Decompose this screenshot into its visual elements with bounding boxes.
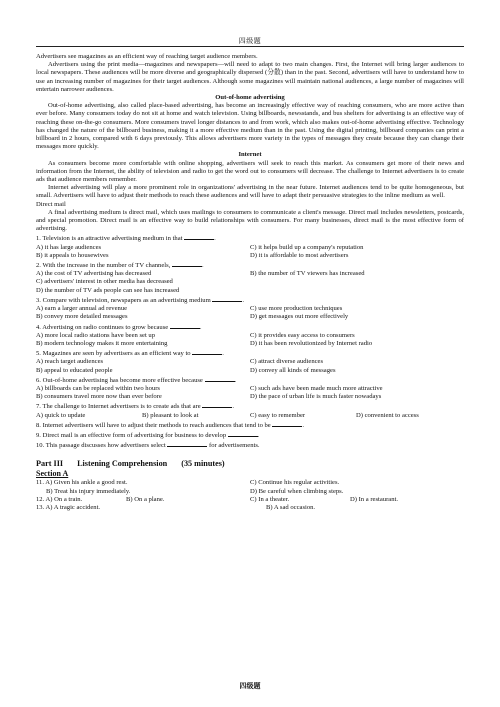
option: C) it provides easy access to consumers xyxy=(250,331,355,339)
paragraph: A final advertising medium is direct mail, which uses mailings to consumers to communicate a client's message. Direct mail includes newsletters, postcards, and special promotion. Direct mail is an effective way to build relationships with consumers. For many businesses, direct mail is the most effective form of advertising. xyxy=(36,208,464,233)
option: D) In a restaurant. xyxy=(350,495,398,503)
option: B) On a plane. xyxy=(126,495,165,503)
header-divider xyxy=(36,46,464,47)
option: B) consumers travel more now than ever before xyxy=(36,393,162,401)
option: A) earn a larger annual ad revenue xyxy=(36,305,128,313)
question-end: . xyxy=(242,296,245,304)
question-stem xyxy=(36,348,464,358)
option: A) it has large audiences xyxy=(36,243,102,251)
option: C) In a theater. xyxy=(250,495,290,503)
paragraph: Out-of-home advertising, also called place-based advertising, has become an increasingly effective way of reaching consumers, who are more active than ever before. Many consumers today do not sit at home and watch television. Using billboards, newsstands, and bus shelters for advertising is an effective way of reaching these on-the-go consumers. More consumers travel longer distances to and from work, which also makes out-of-home advertising effective. Technology has changed the nature of the billboard business, making it a more effective medium than in the past. Using the digital printing, billboard companies can print a billboard in 2 hours, compared with 6 days previously. This allows advertisers more variety in the types of messages they create because they can change their messages more quickly. xyxy=(36,102,464,151)
question-stem xyxy=(36,295,464,305)
question-text: 1. Television is an attractive advertising medium in that xyxy=(36,235,183,243)
option: C) use more production techniques xyxy=(250,305,343,313)
option: D) get messages out more effectively xyxy=(250,313,349,321)
question-text: 8. Internet advertisers will have to adjust their methods to reach audiences that tend to be xyxy=(36,421,271,429)
question-end: . xyxy=(232,403,234,411)
options-row xyxy=(36,488,464,496)
option: D) convenient to access xyxy=(356,411,419,419)
option: A) billboards can be replaced within two hours xyxy=(36,384,160,392)
option: C) easy to remember xyxy=(250,411,306,419)
answer-blank xyxy=(272,420,305,429)
option: A) more local radio stations have been set up xyxy=(36,331,156,339)
options-row xyxy=(36,305,464,313)
option: C) Continue his regular activities. xyxy=(250,479,340,487)
option: A) reach target audiences xyxy=(36,358,104,366)
exam-content xyxy=(36,53,464,512)
answer-blank xyxy=(172,260,204,270)
question-stem xyxy=(36,260,464,270)
options-row xyxy=(36,270,464,278)
question-text: 3. Compare with television, newspapers as an advertising medium xyxy=(36,296,211,304)
options-row xyxy=(36,367,464,375)
answer-blank xyxy=(192,348,224,358)
option: 12. A) On a train. xyxy=(36,495,83,503)
answer-blank xyxy=(205,375,235,382)
option: B) modern technology makes it more entertaining xyxy=(36,339,168,347)
question-end: . xyxy=(257,431,260,439)
question-stem xyxy=(36,440,464,450)
answer-blank xyxy=(228,430,258,437)
question-end: . xyxy=(222,350,224,358)
answer-blank xyxy=(184,233,216,243)
option: D) the pace of urban life is much faster nowadays xyxy=(250,393,382,401)
option: B) Treat his injury immediately. xyxy=(46,487,131,495)
options-row xyxy=(36,244,464,252)
options-row xyxy=(36,479,464,487)
option: D) it is affordable to most advertisers xyxy=(250,251,349,259)
options-row xyxy=(36,496,464,504)
section-heading: Section A xyxy=(36,469,69,479)
options-row xyxy=(36,313,464,321)
paragraph: As consumers become more comfortable with online shopping, advertisers will seek to reach this market. As consumers get more of their news and information from the Internet, the ability of television and radio to get the word out to consumers will decrease. The challenge to Internet advertisers is to create ads that audience members remember. xyxy=(36,159,464,184)
answer-blank xyxy=(202,401,234,411)
section-heading: Direct mail xyxy=(36,200,66,208)
question-end: . xyxy=(302,421,305,429)
question-text: 5. Magazines are seen by advertisers as an efficient way to xyxy=(36,350,191,358)
options-row xyxy=(36,393,464,401)
option: B) the number of TV viewers has increased xyxy=(250,270,365,278)
question-text: 10. This passage discusses how advertisers select xyxy=(36,442,166,450)
answer-blank xyxy=(167,440,207,447)
options-row xyxy=(36,412,464,420)
option: A) quick to update xyxy=(36,411,86,419)
options-row xyxy=(36,504,464,512)
question-end: for advertisements. xyxy=(209,442,260,450)
page-header: 四级题 xyxy=(238,37,262,45)
options-row xyxy=(36,340,464,348)
option: A) the cost of TV advertising has decreased xyxy=(36,270,152,278)
option: 11. A) Given his ankle a good rest. xyxy=(36,479,128,487)
option: B) A sad occasion. xyxy=(266,503,316,511)
question-stem xyxy=(36,233,464,243)
question-text: 2. With the increase in the number of TV channels, xyxy=(36,262,171,270)
question-text: 7. The challenge to Internet advertisers is to create ads that are xyxy=(36,403,201,411)
question-stem xyxy=(36,401,464,411)
part-subtitle: Listening Comprehension xyxy=(77,459,168,469)
option: D) the number of TV ads people can see has increased xyxy=(36,286,180,294)
paragraph: Internet advertising will play a more prominent role in organizations' advertising in the near future. Internet audiences tend to be quite homogeneous, but small. Advertisers will have to adjust their methods to reach these audiences and will have to adapt their persuasive strategies to the inline medium as well. xyxy=(36,184,464,200)
question-text: 9. Direct mail is an effective form of advertising for business to develop xyxy=(36,431,227,439)
option: C) advertisers' interest in other media has decreased xyxy=(36,278,173,286)
part-title: Part III xyxy=(36,459,64,469)
part-time: (35 minutes) xyxy=(181,459,225,469)
question-stem xyxy=(36,430,464,440)
paragraph: Advertisers see magazines as an efficient way of reaching target audience members. xyxy=(36,53,258,60)
page-footer: 四级题 xyxy=(239,682,261,690)
question-text: 6. Out-of-home advertising has become more effective because xyxy=(36,376,203,384)
question-text: 4. Advertising on radio continues to grow because xyxy=(36,323,169,331)
options-row xyxy=(36,252,464,260)
option: B) it appeals to housewives xyxy=(36,251,109,259)
options-row xyxy=(36,385,464,393)
option: 13. A) A tragic accident. xyxy=(36,503,101,511)
question-stem xyxy=(36,375,464,385)
option: D) convey all kinds of messages xyxy=(250,366,336,374)
options-row xyxy=(36,358,464,366)
question-end: . xyxy=(199,323,202,331)
section-heading: Out-of-home advertising xyxy=(215,94,285,102)
option: B) appeal to educated people xyxy=(36,366,113,374)
option: B) convey more detailed messages xyxy=(36,313,128,321)
paragraph: Advertisers using the print media—magazines and newspapers—will need to adapt to two main changes. First, the Internet will bring larger audiences to local newspapers. These audiences will be more diverse and geographically dispersed (分散) than in the past. Second, advertisers will have to understand how to use an increasing number of magazines for their target audiences. Although some magazines will maintain national audiences, a large number of magazines will entertain narrower audiences. xyxy=(36,61,464,93)
exam-page xyxy=(36,0,464,707)
section-heading: Internet xyxy=(238,151,262,159)
answer-blank xyxy=(212,295,245,304)
question-end: . xyxy=(234,376,237,384)
option: B) pleasant to look at xyxy=(142,411,199,419)
part-heading xyxy=(36,458,464,469)
option: D) Be careful when climbing steps. xyxy=(250,487,344,495)
question-end: . xyxy=(214,235,216,243)
question-stem xyxy=(36,322,464,332)
option: C) attract diverse audiences xyxy=(250,358,324,366)
question-end: . xyxy=(201,262,204,270)
answer-blank xyxy=(170,322,200,329)
options-row xyxy=(36,332,464,340)
option: D) it has been revolutionized by Internet radio xyxy=(250,339,373,347)
question-stem xyxy=(36,420,464,430)
option: C) it helps build up a company's reputation xyxy=(250,243,364,251)
option: C) such ads have been made much more attractive xyxy=(250,384,383,392)
